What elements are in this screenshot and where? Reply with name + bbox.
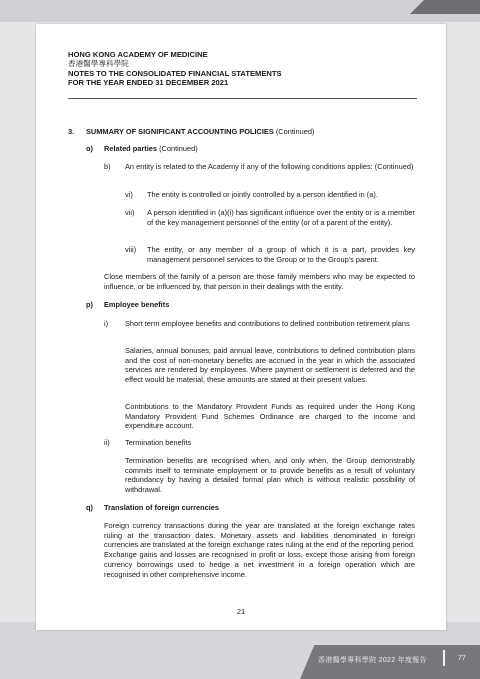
header-org-cn: 香港醫學專科學院 [68, 59, 129, 69]
document-page [36, 24, 446, 630]
o-b-text: An entity is related to the Academy if any of the following conditions applies: (Continued) [125, 162, 414, 171]
page-header [68, 50, 282, 88]
section-heading [86, 127, 416, 137]
header-rule [68, 98, 417, 99]
o-letter: o) [86, 144, 93, 153]
section-number: 3. [68, 127, 75, 136]
footer-report-title: 香港醫學專科學院 2022 年度報告 [318, 657, 427, 664]
section-title: SUMMARY OF SIGNIFICANT ACCOUNTING POLICIES [86, 127, 274, 136]
p-i-para2: Contributions to the Mandatory Provident Funds as required under the Hong Kong Mandatory Provident Fund Schemes Ordinance are charged to the income and expenditure account. [125, 402, 415, 431]
header-org: HONG KONG ACADEMY OF MEDICINE [68, 50, 208, 59]
p-i-title: Short term employee benefits and contributions to defined contribution retirement plans [125, 319, 410, 328]
o-heading [104, 144, 414, 154]
p-i-label: i) [104, 319, 109, 328]
p-letter: p) [86, 300, 93, 309]
header-doc-title: NOTES TO THE CONSOLIDATED FINANCIAL STATEMENTS [68, 68, 282, 78]
o-title: Related parties [104, 144, 157, 153]
o-vii-text: A person identified in (a)(i) has significant influence over the entity or is a member of the key management personnel of the entity (or of a parent of the entity). [147, 208, 415, 227]
o-viii-label: viii) [125, 245, 137, 254]
p-ii-title: Termination benefits [125, 438, 192, 447]
p-i-para1: Salaries, annual bonuses, paid annual leave, contributions to defined contribution plans and the cost of non-monetary benefits are accrued in the year in which the associated services are rendered by employees. Where payment or settlement is deferred and the effect would be material, these amounts are stated at their present values. [125, 346, 415, 385]
p-ii-label: ii) [104, 438, 110, 447]
p-title: Employee benefits [104, 300, 170, 309]
o-viii-text: The entity, or any member of a group of which it is a part, provides key management personnel services to the Group or to the Group's parent. [147, 245, 415, 264]
o-close-members: Close members of the family of a person are those family members who may be expected to influence, or be influenced by, that person in their dealings with the entity. [104, 272, 415, 291]
header-period: FOR THE YEAR ENDED 31 DECEMBER 2021 [68, 78, 229, 88]
q-letter: q) [86, 503, 93, 512]
o-vi-label: vi) [125, 190, 133, 199]
o-vii-label: vii) [125, 208, 135, 217]
p-ii-para: Termination benefits are recognised when, and only when, the Group demonstrably commits itself to terminate employment or to provide benefits as a result of voluntary redundancy by having a detailed formal plan which is without realistic possibility of withdrawal. [125, 456, 415, 495]
o-vi-text: The entity is controlled or jointly controlled by a person identified in (a). [147, 190, 378, 199]
o-suffix: (Continued) [159, 144, 198, 153]
q-title: Translation of foreign currencies [104, 503, 219, 512]
footer-page-number: 77 [458, 655, 466, 662]
footer-divider [443, 650, 445, 666]
o-b-label: b) [104, 162, 111, 171]
q-para: Foreign currency transactions during the year are translated at the foreign exchange rates ruling at the transaction dates. Monetary assets and liabilities denominated in foreign currencies are translated at the foreign exchange rates ruling at the end of the reporting period. Exchange gains and losses are recognised in profit or loss, except those arising from foreign currency borrowings used to hedge a net investment in a foreign operation which are recognised in other comprehensive income. [104, 521, 415, 579]
page-number: 21 [236, 607, 246, 616]
top-decor-band [0, 0, 480, 22]
section-suffix: (Continued) [275, 127, 315, 136]
